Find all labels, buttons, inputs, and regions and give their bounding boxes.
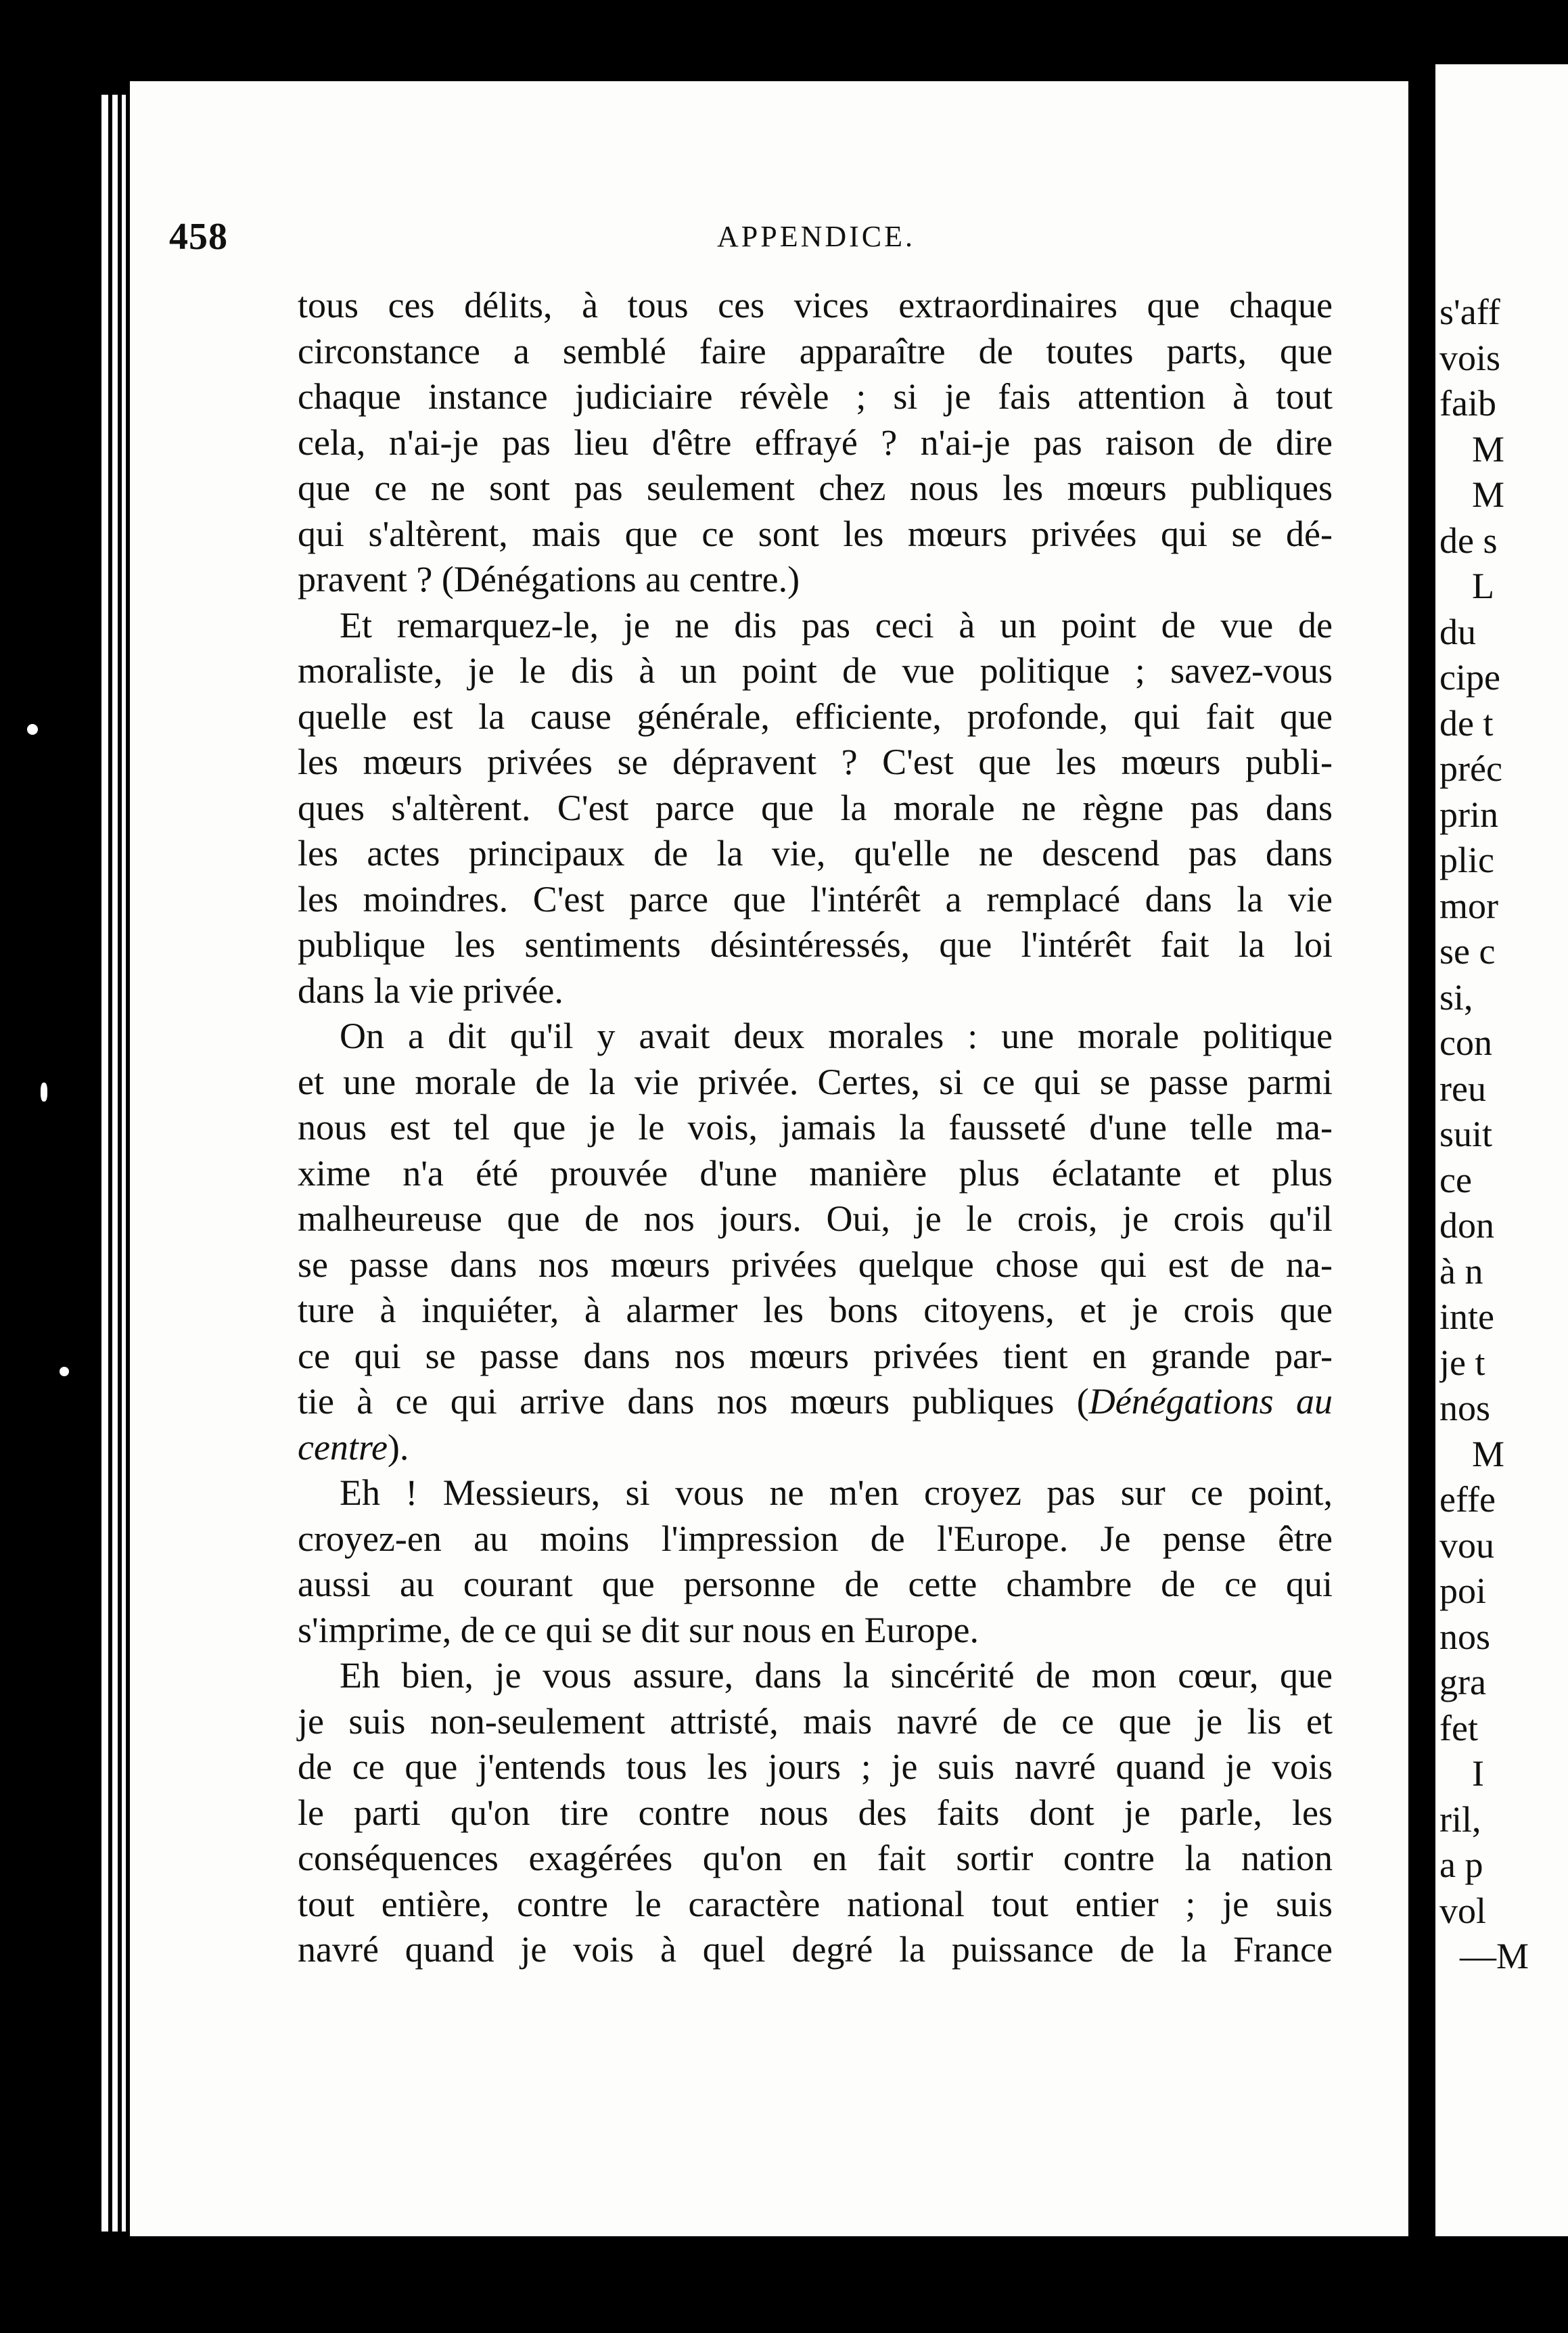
- fragment-line: je t: [1439, 1342, 1485, 1383]
- text-line: le parti qu'on tire contre nous des faits dont je parle, les: [298, 1792, 1333, 1833]
- fragment-line: M: [1472, 474, 1505, 515]
- fragment-line: vou: [1439, 1524, 1494, 1566]
- fragment-line: nos: [1439, 1388, 1491, 1428]
- fragment-line: gra: [1439, 1662, 1486, 1702]
- text-line: de ce que j'entends tous les jours ; je suis navré quand je vois: [298, 1746, 1333, 1787]
- fragment-line: ce: [1439, 1159, 1472, 1200]
- text-line: conséquences exagérées qu'on en fait sortir contre la nation: [298, 1838, 1333, 1878]
- fragment-line: du: [1439, 611, 1476, 652]
- text-line: xime n'a été prouvée d'une manière plus éclatante et plus: [298, 1152, 1333, 1194]
- text-line: publique les sentiments désintéressés, que l'intérêt fait la loi: [298, 924, 1333, 965]
- text-line: moraliste, je le dis à un point de vue politique ; savez-vous: [298, 650, 1333, 691]
- fragment-line: si,: [1439, 976, 1473, 1018]
- next-page-text-fragments: [1439, 290, 1568, 1980]
- fragment-line: s'aff: [1439, 292, 1500, 332]
- scan-speck: [60, 1367, 69, 1376]
- scan-speck: [41, 1083, 47, 1102]
- text-line: pravent ? (Dénégations au centre.): [298, 559, 800, 599]
- fragment-line: se c: [1439, 931, 1496, 972]
- text-line: navré quand je vois à quel degré la puissance de la France: [298, 1929, 1333, 1970]
- text-line: les actes principaux de la vie, qu'elle ne descend pas dans: [298, 833, 1333, 874]
- text-line: nous est tel que je le vois, jamais la fausseté d'une telle ma-: [298, 1107, 1333, 1148]
- fragment-line: M: [1472, 1433, 1505, 1474]
- fragment-line: prin: [1439, 794, 1498, 835]
- fragment-line: don: [1439, 1205, 1494, 1246]
- fragment-line: effe: [1439, 1479, 1496, 1520]
- text-line: circonstance a semblé faire apparaître de toutes parts, que: [298, 330, 1333, 371]
- text-line: les mœurs privées se dépravent ? C'est que les mœurs publi-: [298, 742, 1333, 782]
- text-line: se passe dans nos mœurs privées quelque chose qui est de na-: [298, 1244, 1333, 1285]
- fragment-line: cipe: [1439, 657, 1500, 698]
- fragment-line: de t: [1439, 702, 1494, 744]
- text-line: ce qui se passe dans nos mœurs privées tient en grande par-: [298, 1335, 1333, 1376]
- fragment-line: I: [1472, 1753, 1484, 1794]
- text-run: ).: [387, 1426, 409, 1468]
- text-line: croyez-en au moins l'impression de l'Europe. Je pense être: [298, 1518, 1333, 1559]
- fragment-line: vois: [1439, 337, 1501, 378]
- text-line: je suis non-seulement attristé, mais navré de ce que je lis et: [298, 1700, 1333, 1742]
- page-number: 458: [169, 216, 228, 258]
- text-line: aussi au courant que personne de cette chambre de ce qui: [298, 1564, 1333, 1604]
- text-line-with-italic: [298, 1379, 1333, 1425]
- text-run: tie à ce qui arrive dans nos mœurs publiques (: [298, 1381, 1089, 1422]
- text-line-with-italic: [298, 1425, 1333, 1471]
- fragment-line: mor: [1439, 885, 1498, 926]
- fragment-line: de s: [1439, 520, 1498, 561]
- book-gutter: [1408, 54, 1435, 2287]
- fragment-line: a p: [1439, 1844, 1483, 1885]
- page-edge: [101, 95, 108, 2232]
- text-line: dans la vie privée.: [298, 970, 563, 1011]
- scan-speck: [27, 724, 38, 735]
- fragment-line: con: [1439, 1022, 1492, 1063]
- running-title: APPENDICE.: [717, 220, 916, 253]
- paragraph-first-line: Et remarquez-le, je ne dis pas ceci à un point de vue de: [340, 604, 1333, 645]
- text-line: s'imprime, de ce qui se dit sur nous en Europe.: [298, 1609, 979, 1650]
- fragment-line: poi: [1439, 1570, 1487, 1611]
- text-line: que ce ne sont pas seulement chez nous les mœurs publiques: [298, 468, 1333, 508]
- text-line: quelle est la cause générale, efficiente, profonde, qui fait que: [298, 696, 1333, 737]
- fragment-line: inte: [1439, 1296, 1494, 1337]
- page-body-text: [298, 283, 1333, 1973]
- text-line: cela, n'ai-je pas lieu d'être effrayé ? n'ai-je pas raison de dire: [298, 422, 1333, 463]
- fragment-line: fet: [1439, 1707, 1478, 1748]
- fragment-line: préc: [1439, 748, 1502, 789]
- running-header: [169, 215, 1346, 269]
- text-line: les moindres. C'est parce que l'intérêt a remplacé dans la vie: [298, 878, 1333, 920]
- page-edge: [122, 95, 126, 2232]
- fragment-line: M: [1472, 428, 1505, 470]
- text-line: tous ces délits, à tous ces vices extraordinaires que chaque: [298, 285, 1333, 325]
- fragment-line: ril,: [1439, 1798, 1481, 1840]
- text-line: qui s'altèrent, mais que ce sont les mœurs privées qui se dé-: [298, 513, 1333, 554]
- text-line: ques s'altèrent. C'est parce que la morale ne règne pas dans: [298, 787, 1333, 828]
- paragraph-first-line: On a dit qu'il y avait deux morales : une morale politique: [340, 1016, 1333, 1056]
- text-line: ture à inquiéter, à alarmer les bons citoyens, et je crois que: [298, 1290, 1333, 1330]
- fragment-line: reu: [1439, 1068, 1486, 1109]
- fragment-line: faib: [1439, 383, 1496, 424]
- italic-run: Dénégations au: [1088, 1381, 1333, 1422]
- fragment-line: nos: [1439, 1616, 1491, 1657]
- paragraph-first-line: Eh ! Messieurs, si vous ne m'en croyez pas sur ce point,: [340, 1472, 1333, 1513]
- fragment-line: vol: [1439, 1890, 1487, 1931]
- fragment-line: suit: [1439, 1114, 1493, 1154]
- text-line: et une morale de la vie privée. Certes, si ce qui se passe parmi: [298, 1061, 1333, 1102]
- italic-run: centre: [298, 1426, 388, 1468]
- fragment-line: plic: [1439, 840, 1494, 880]
- fragment-line: L: [1472, 566, 1494, 606]
- text-line: malheureuse que de nos jours. Oui, je le crois, je crois qu'il: [298, 1198, 1333, 1239]
- fragment-line: —M: [1460, 1936, 1529, 1976]
- fragment-line: à n: [1439, 1250, 1483, 1292]
- page-edge: [112, 95, 118, 2232]
- paragraph-first-line: Eh bien, je vous assure, dans la sincérité de mon cœur, que: [340, 1655, 1333, 1696]
- text-line: chaque instance judiciaire révèle ; si je fais attention à tout: [298, 376, 1333, 417]
- text-line: tout entière, contre le caractère national tout entier ; je suis: [298, 1883, 1333, 1924]
